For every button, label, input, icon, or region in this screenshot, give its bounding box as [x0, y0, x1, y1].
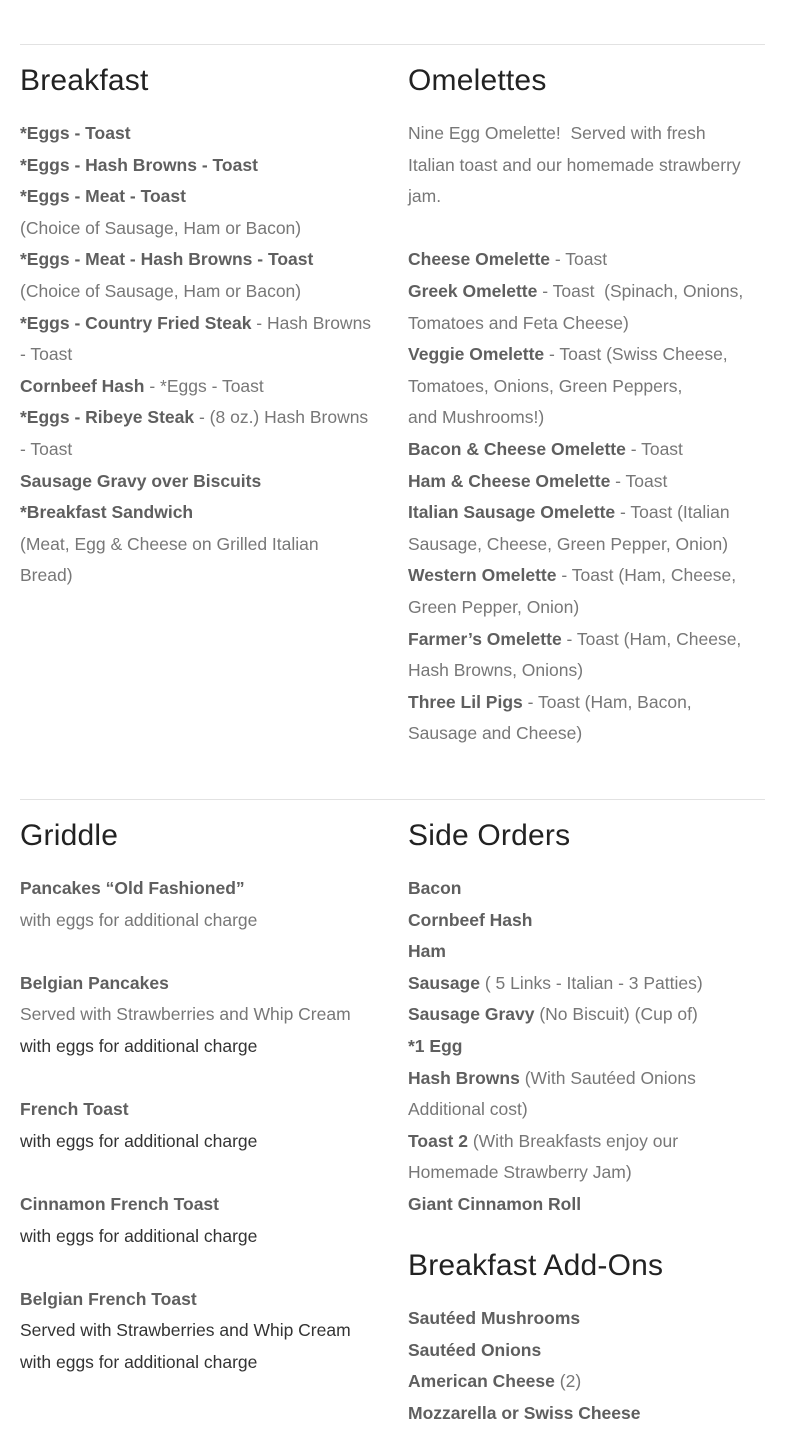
- menu-line: [408, 1335, 770, 1367]
- blank-line: [20, 936, 380, 968]
- item-name: *Eggs - Country Fried Steak: [20, 312, 252, 333]
- blank-line: [20, 1252, 380, 1284]
- menu-line: [20, 1189, 380, 1221]
- item-name: Cinnamon French Toast: [20, 1193, 219, 1214]
- menu-line: [408, 718, 770, 750]
- item-description: with eggs for additional charge: [20, 1225, 258, 1246]
- item-description: jam.: [408, 186, 442, 207]
- item-name: *Eggs - Meat - Hash Browns - Toast: [20, 249, 314, 270]
- griddle-menu: [20, 873, 380, 1379]
- divider-middle: [20, 799, 765, 800]
- side-orders-heading: Side Orders: [408, 819, 571, 852]
- item-description: Nine Egg Omelette! Served with fresh: [408, 123, 706, 143]
- item-name: Giant Cinnamon Roll: [408, 1193, 582, 1214]
- breakfast-menu: [20, 118, 380, 592]
- menu-line: [408, 181, 770, 213]
- menu-line: [408, 1031, 770, 1063]
- item-description: (2): [554, 1371, 582, 1392]
- menu-line: [20, 1315, 380, 1347]
- item-name: Ham: [408, 941, 446, 962]
- item-description: - Hash Browns: [251, 312, 372, 333]
- menu-line: [408, 308, 770, 340]
- item-description: Hash Browns, Onions): [408, 660, 584, 681]
- item-name: Cornbeef Hash: [20, 375, 145, 396]
- blank-line: [20, 1157, 380, 1189]
- item-name: Sautéed Onions: [408, 1339, 542, 1360]
- item-description: - Toast (Italian: [615, 502, 730, 523]
- menu-line: [20, 968, 380, 1000]
- blank-line: [20, 1063, 380, 1095]
- item-name: French Toast: [20, 1099, 129, 1120]
- menu-line: [20, 308, 380, 340]
- menu-line: [408, 687, 770, 719]
- item-description: - *Eggs - Toast: [144, 375, 264, 396]
- addons-section: [408, 1246, 770, 1429]
- menu-line: [408, 497, 770, 529]
- item-name: *Eggs - Ribeye Steak: [20, 407, 195, 428]
- menu-line: [408, 150, 770, 182]
- item-name: Belgian French Toast: [20, 1288, 197, 1309]
- item-name: Sausage Gravy over Biscuits: [20, 470, 262, 491]
- item-name: Italian Sausage Omelette: [408, 502, 616, 523]
- omelettes-heading: Omelettes: [408, 64, 547, 97]
- addons-heading: Breakfast Add-Ons: [408, 1249, 664, 1282]
- item-description: (With Sautéed Onions: [519, 1067, 696, 1088]
- item-description: (With Breakfasts enjoy our: [467, 1130, 679, 1151]
- menu-line: [408, 1094, 770, 1126]
- item-description: - (8 oz.) Hash Browns: [194, 407, 369, 428]
- item-description: with eggs for additional charge: [20, 1035, 258, 1056]
- divider-top: [20, 44, 765, 45]
- menu-line: [408, 1398, 770, 1430]
- menu-line: [20, 371, 380, 403]
- griddle-heading: Griddle: [20, 819, 119, 852]
- menu-line: [408, 466, 770, 498]
- item-name: Cornbeef Hash: [408, 909, 533, 930]
- menu-line: [408, 560, 770, 592]
- item-name: Bacon & Cheese Omelette: [408, 438, 626, 459]
- menu-line: [20, 905, 380, 937]
- menu-line: [20, 181, 380, 213]
- menu-line: [408, 936, 770, 968]
- item-description: Homemade Strawberry Jam): [408, 1162, 632, 1183]
- item-name: Toast 2: [408, 1130, 468, 1151]
- addons-menu: [408, 1303, 770, 1429]
- menu-line: [408, 276, 770, 308]
- item-description: Italian toast and our homemade strawberry: [408, 154, 741, 175]
- menu-line: [408, 592, 770, 624]
- menu-line: [20, 1031, 380, 1063]
- item-name: Sautéed Mushrooms: [408, 1308, 581, 1328]
- menu-line: [408, 339, 770, 371]
- item-name: Three Lil Pigs: [408, 691, 523, 712]
- item-description: with eggs for additional charge: [20, 1351, 258, 1372]
- menu-line: [408, 1303, 770, 1335]
- omelettes-section: [408, 61, 770, 750]
- item-name: American Cheese: [408, 1371, 555, 1392]
- item-description: Additional cost): [408, 1099, 528, 1120]
- menu-line: [20, 1126, 380, 1158]
- menu-line: [408, 371, 770, 403]
- menu-line: [20, 150, 380, 182]
- menu-line: [408, 655, 770, 687]
- menu-line: [20, 1094, 380, 1126]
- blank-line: [408, 213, 770, 245]
- menu-line: [20, 999, 380, 1031]
- menu-line: [20, 402, 380, 434]
- item-description: - Toast: [20, 438, 73, 459]
- item-name: *1 Egg: [408, 1035, 463, 1056]
- menu-line: [408, 1063, 770, 1095]
- menu-line: [20, 434, 380, 466]
- item-name: *Eggs - Hash Browns - Toast: [20, 154, 258, 175]
- menu-line: [20, 497, 380, 529]
- item-description: Tomatoes, Onions, Green Peppers,: [408, 375, 683, 396]
- menu-line: [20, 1221, 380, 1253]
- menu-line: [20, 339, 380, 371]
- item-description: - Toast: [550, 249, 608, 270]
- griddle-section: [20, 816, 380, 1379]
- menu-line: [408, 624, 770, 656]
- item-name: *Breakfast Sandwich: [20, 502, 194, 523]
- menu-line: [408, 118, 770, 150]
- menu-line: [20, 244, 380, 276]
- item-description: Bread): [20, 565, 73, 586]
- menu-line: [20, 1284, 380, 1316]
- item-name: *Eggs - Toast: [20, 123, 131, 143]
- item-name: Belgian Pancakes: [20, 972, 169, 993]
- item-description: - Toast (Swiss Cheese,: [544, 344, 728, 365]
- item-description: Green Pepper, Onion): [408, 596, 580, 617]
- side-orders-section: [408, 816, 770, 1221]
- menu-line: [20, 1347, 380, 1379]
- menu-line: [408, 1189, 770, 1221]
- menu-line: [20, 529, 380, 561]
- menu-line: [408, 434, 770, 466]
- item-description: (No Biscuit) (Cup of): [534, 1004, 698, 1025]
- side-orders-menu: [408, 873, 770, 1221]
- item-description: - Toast: [610, 470, 668, 491]
- item-name: Pancakes “Old Fashioned”: [20, 878, 245, 898]
- item-description: Served with Strawberries and Whip Cream: [20, 1320, 351, 1341]
- item-description: with eggs for additional charge: [20, 1130, 258, 1151]
- item-name: Hash Browns: [408, 1067, 520, 1088]
- menu-line: [408, 999, 770, 1031]
- item-name: Bacon: [408, 878, 462, 898]
- menu-line: [20, 873, 380, 905]
- menu-line: [408, 1126, 770, 1158]
- menu-line: [20, 213, 380, 245]
- menu-line: [408, 905, 770, 937]
- item-description: Served with Strawberries and Whip Cream: [20, 1004, 351, 1025]
- item-description: with eggs for additional charge: [20, 909, 258, 930]
- item-name: Farmer’s Omelette: [408, 628, 562, 649]
- item-name: Greek Omelette: [408, 280, 538, 301]
- item-name: Veggie Omelette: [408, 344, 545, 365]
- menu-line: [408, 1366, 770, 1398]
- menu-line: [408, 968, 770, 1000]
- item-description: ( 5 Links - Italian - 3 Patties): [479, 972, 703, 993]
- menu-line: [20, 276, 380, 308]
- item-description: (Choice of Sausage, Ham or Bacon): [20, 280, 302, 301]
- item-description: Sausage, Cheese, Green Pepper, Onion): [408, 533, 729, 554]
- menu-line: [20, 466, 380, 498]
- menu-line: [20, 560, 380, 592]
- item-description: - Toast (Ham, Bacon,: [522, 691, 692, 712]
- menu-line: [20, 118, 380, 150]
- item-description: and Mushrooms!): [408, 407, 545, 428]
- item-description: (Meat, Egg & Cheese on Grilled Italian: [20, 533, 319, 554]
- item-name: Mozzarella or Swiss Cheese: [408, 1402, 641, 1423]
- item-description: - Toast: [20, 344, 73, 365]
- item-description: - Toast (Ham, Cheese,: [561, 628, 742, 649]
- item-name: Sausage: [408, 972, 480, 993]
- omelettes-menu: [408, 118, 770, 750]
- item-description: - Toast: [625, 438, 683, 459]
- breakfast-section: [20, 61, 380, 592]
- item-name: *Eggs - Meat - Toast: [20, 186, 186, 207]
- menu-line: [408, 1157, 770, 1189]
- item-name: Cheese Omelette: [408, 249, 551, 270]
- item-description: Tomatoes and Feta Cheese): [408, 312, 629, 333]
- item-description: - Toast (Spinach, Onions,: [537, 280, 744, 301]
- item-name: Ham & Cheese Omelette: [408, 470, 611, 491]
- item-description: (Choice of Sausage, Ham or Bacon): [20, 217, 302, 238]
- item-name: Western Omelette: [408, 565, 557, 586]
- menu-line: [408, 529, 770, 561]
- menu-line: [408, 402, 770, 434]
- item-description: Sausage and Cheese): [408, 723, 583, 744]
- item-description: - Toast (Ham, Cheese,: [556, 565, 737, 586]
- menu-line: [408, 244, 770, 276]
- item-name: Sausage Gravy: [408, 1004, 535, 1025]
- menu-line: [408, 873, 770, 905]
- breakfast-heading: Breakfast: [20, 64, 149, 97]
